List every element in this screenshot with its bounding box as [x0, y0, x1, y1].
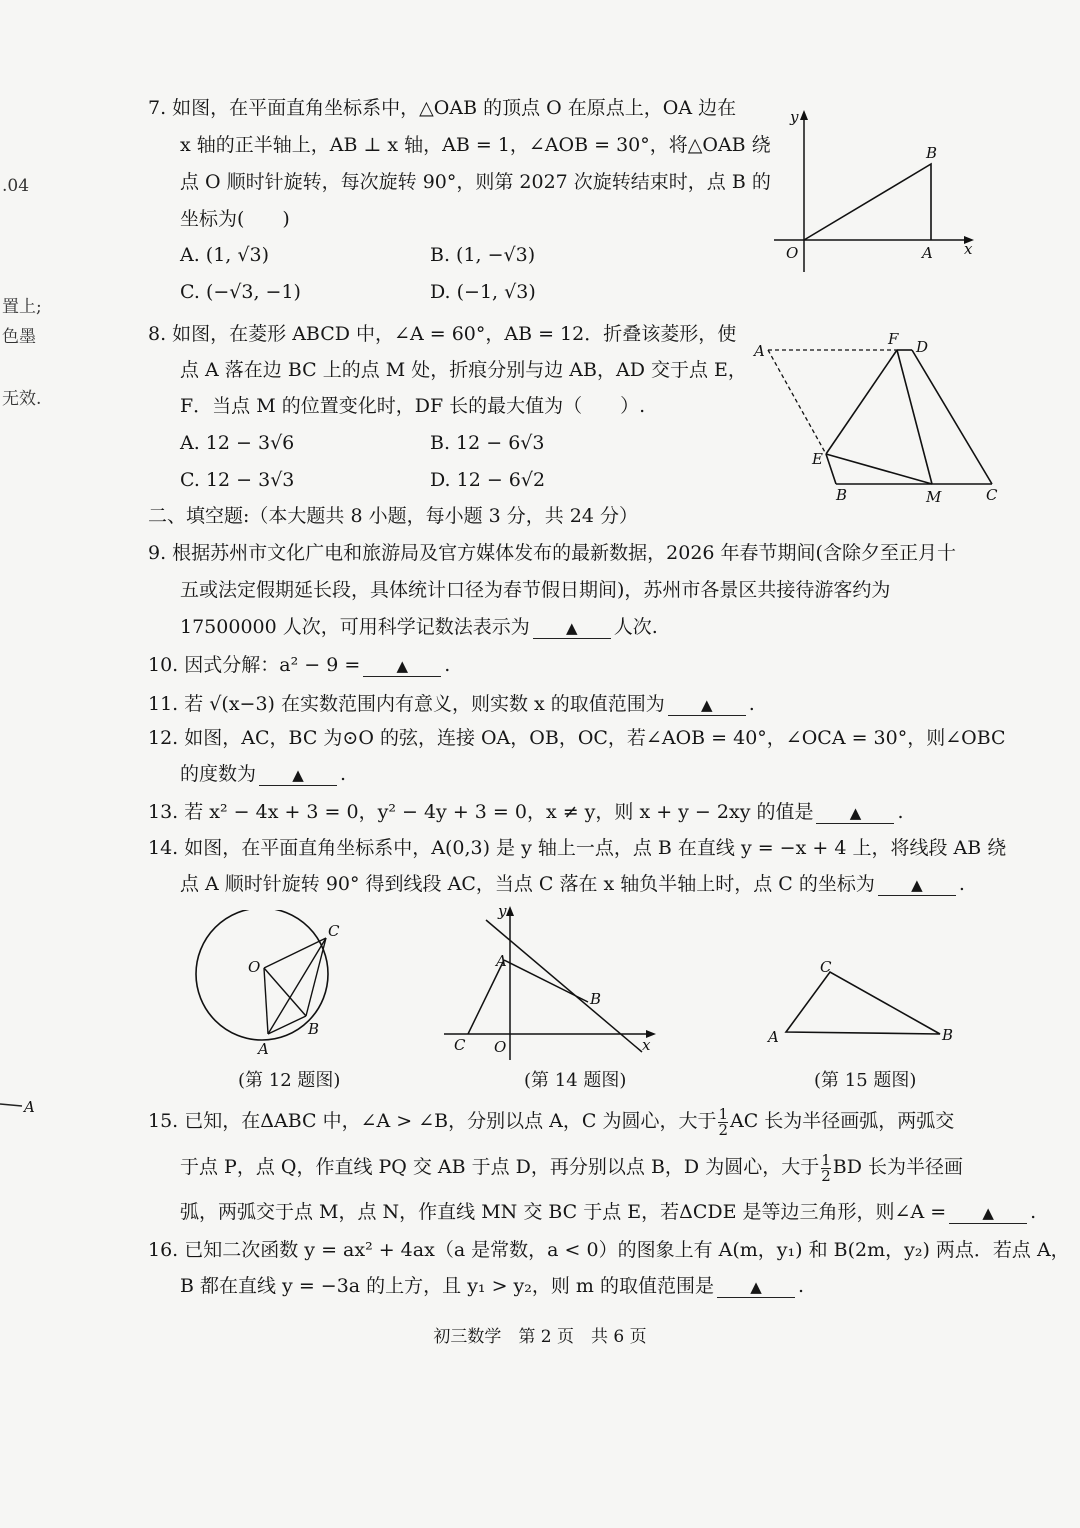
edge-text-1: .04: [2, 176, 30, 196]
q15-line-3-text: 弧，两弧交于点 M，点 N，作直线 MN 交 BC 于点 E，若ΔCDE 是等边三角形，则∠A =: [180, 1201, 947, 1223]
fig12-point-a: A: [258, 1040, 269, 1058]
q7-point-a: A: [922, 244, 933, 262]
fig15-triangle-figure: [762, 956, 962, 1052]
q15-line-1-end: AC 长为半径画弧，两弧交: [730, 1110, 955, 1132]
q7-point-b: B: [926, 144, 938, 162]
fig14-caption: (第 14 题图): [524, 1070, 627, 1091]
q15-fraction-1: [718, 1104, 728, 1139]
fig12-point-b: B: [308, 1020, 320, 1038]
q14-line-2-end: .: [958, 873, 965, 895]
edge-text-2: 置上;: [2, 297, 42, 317]
q9-line-3-text: 17500000 人次，可用科学记数法表示为: [180, 616, 530, 638]
q10-end: .: [444, 654, 451, 676]
fig14-point-a: A: [496, 952, 507, 970]
fig15-point-a: A: [768, 1028, 779, 1046]
q15-line-2-end: BD 长为半径画: [832, 1156, 963, 1178]
q12-line-2-text: 的度数为: [180, 763, 257, 785]
q8-figure: [752, 332, 1002, 508]
q14-line-2-text: 点 A 顺时针旋转 90° 得到线段 AC，当点 C 落在 x 轴负半轴上时，点 C 的坐标为: [180, 873, 875, 895]
q15-fraction-2-num: 1: [821, 1150, 831, 1169]
q8-line-1: 8. 如图，在菱形 ABCD 中，∠A = 60°，AB = 12．折叠该菱形，使: [148, 323, 737, 345]
q8-option-c: C. 12 − 3√3: [180, 469, 295, 491]
fig15-point-c: C: [820, 958, 832, 976]
q8-point-c: C: [986, 486, 998, 504]
q10-line: [148, 653, 450, 677]
q7-line-4: 坐标为( ): [180, 208, 290, 230]
q13-line: [148, 800, 904, 824]
fig14-axis-y-label: y: [498, 902, 507, 920]
q8-line-2: 点 A 落在边 BC 上的点 M 处，折痕分别与边 AB，AD 交于点 E，: [180, 359, 747, 381]
page-footer: 初三数学 第 2 页 共 6 页: [433, 1327, 647, 1347]
fig12-point-c: C: [328, 922, 340, 940]
q9-answer-blank: ▲: [533, 618, 611, 639]
q9-line-3-end: 人次.: [613, 616, 658, 638]
q15-fraction-1-den: 2: [718, 1120, 728, 1139]
q8-option-a: A. 12 − 3√6: [180, 432, 295, 454]
q15-line-3-end: .: [1030, 1201, 1037, 1223]
q8-option-d: D. 12 − 6√2: [430, 469, 546, 491]
q11-answer-blank: ▲: [668, 695, 746, 716]
q12-answer-blank: ▲: [259, 765, 337, 786]
q16-answer-blank: ▲: [717, 1277, 795, 1298]
q11-end: .: [748, 693, 755, 715]
fig14-axis-x-label: x: [642, 1036, 651, 1054]
q12-line-1: 12. 如图，AC，BC 为⊙O 的弦，连接 OA，OB，OC，若∠AOB = 40°，∠OCA = 30°，则∠OBC: [148, 727, 1006, 749]
q7-option-a: A. (1, √3): [180, 244, 269, 266]
q8-point-f: F: [888, 332, 899, 348]
q9-line-1: 9. 根据苏州市文化广电和旅游局及官方媒体发布的最新数据，2026 年春节期间(含除夕至正月十: [148, 542, 956, 564]
q7-line-2: x 轴的正半轴上，AB ⊥ x 轴，AB = 1，∠AOB = 30°，将△OAB 绕: [180, 134, 771, 156]
q7-axis-y-label: y: [790, 108, 799, 126]
fig14-point-c: C: [454, 1036, 466, 1054]
q15-fraction-1-num: 1: [718, 1104, 728, 1123]
section-2-heading: 二、填空题:（本大题共 8 小题，每小题 3 分，共 24 分）: [148, 505, 638, 527]
q12-line-2-end: .: [340, 763, 347, 785]
fig12-point-o: O: [248, 958, 261, 976]
q14-line-2: [148, 872, 965, 896]
q8-point-m: M: [926, 488, 942, 506]
q14-line-1: 14. 如图，在平面直角坐标系中，A(0,3) 是 y 轴上一点，点 B 在直线 y = −x + 4 上，将线段 AB 绕: [148, 837, 1007, 859]
q15-fraction-2-den: 2: [821, 1166, 831, 1185]
fig15-point-b: B: [942, 1026, 954, 1044]
q15-line-1-text: 15. 已知，在ΔABC 中，∠A > ∠B，分别以点 A，C 为圆心，大于: [148, 1110, 717, 1132]
q9-line-3: [148, 615, 658, 639]
q15-answer-blank: ▲: [949, 1203, 1027, 1224]
edge-arrow-icon: [0, 1094, 40, 1118]
q7-option-c: C. (−√3, −1): [180, 281, 301, 303]
edge-text-3: 色墨: [2, 327, 36, 347]
edge-text-4: 无效.: [2, 389, 42, 409]
q8-line-3: F．当点 M 的位置变化时，DF 长的最大值为（ ）.: [180, 395, 646, 417]
q15-line-1: [148, 1106, 954, 1138]
q8-point-b: B: [836, 486, 848, 504]
fig14-coordinate-figure: [440, 900, 660, 1060]
q7-option-b: B. (1, −√3): [430, 244, 536, 266]
q15-line-2: [148, 1152, 963, 1184]
q8-point-a: A: [754, 342, 765, 360]
fig14-point-o: O: [494, 1038, 507, 1056]
q12-line-2: [148, 762, 346, 786]
q7-point-o: O: [786, 244, 799, 262]
q11-text: 11. 若 √(x−3) 在实数范围内有意义，则实数 x 的取值范围为: [148, 693, 665, 715]
q8-point-d: D: [916, 338, 929, 356]
fig12-caption: (第 12 题图): [238, 1070, 341, 1091]
q10-answer-blank: ▲: [363, 656, 441, 677]
q15-fraction-2: [821, 1150, 831, 1185]
q16-line-2-end: .: [798, 1275, 805, 1297]
q7-option-d: D. (−1, √3): [430, 281, 536, 303]
q10-text: 10. 因式分解：a² − 9 =: [148, 654, 361, 676]
q16-line-2: [148, 1274, 804, 1298]
q7-line-3: 点 O 顺时针旋转，每次旋转 90°，则第 2027 次旋转结束时，点 B 的: [180, 171, 771, 193]
q8-point-e: E: [812, 450, 823, 468]
q7-figure: [768, 104, 978, 274]
q7-axis-x-label: x: [964, 240, 973, 258]
q15-line-2-text: 于点 P，点 Q，作直线 PQ 交 AB 于点 D，再分别以点 B，D 为圆心，大于: [180, 1156, 820, 1178]
fig12-circle-figure: [194, 910, 354, 1060]
q14-answer-blank: ▲: [878, 875, 956, 896]
q11-line: [148, 692, 755, 716]
q13-answer-blank: ▲: [816, 803, 894, 824]
edge-label: A: [24, 1098, 35, 1116]
q8-option-b: B. 12 − 6√3: [430, 432, 545, 454]
q13-text: 13. 若 x² − 4x + 3 = 0，y² − 4y + 3 = 0，x ≠ y，则 x + y − 2xy 的值是: [148, 801, 814, 823]
q15-line-3: [148, 1200, 1036, 1224]
q16-line-1: 16. 已知二次函数 y = ax² + 4ax（a 是常数，a < 0）的图象上有 A(m，y₁) 和 B(2m，y₂) 两点．若点 A，: [148, 1239, 1070, 1261]
fig14-point-b: B: [590, 990, 602, 1008]
q16-line-2-text: B 都在直线 y = −3a 的上方，且 y₁ > y₂，则 m 的取值范围是: [180, 1275, 714, 1297]
q13-end: .: [897, 801, 904, 823]
fig15-caption: (第 15 题图): [814, 1070, 917, 1091]
q9-line-2: 五或法定假期延长段，具体统计口径为春节假日期间)，苏州市各景区共接待游客约为: [180, 579, 891, 601]
q7-line-1: 7. 如图，在平面直角坐标系中，△OAB 的顶点 O 在原点上，OA 边在: [148, 97, 737, 119]
